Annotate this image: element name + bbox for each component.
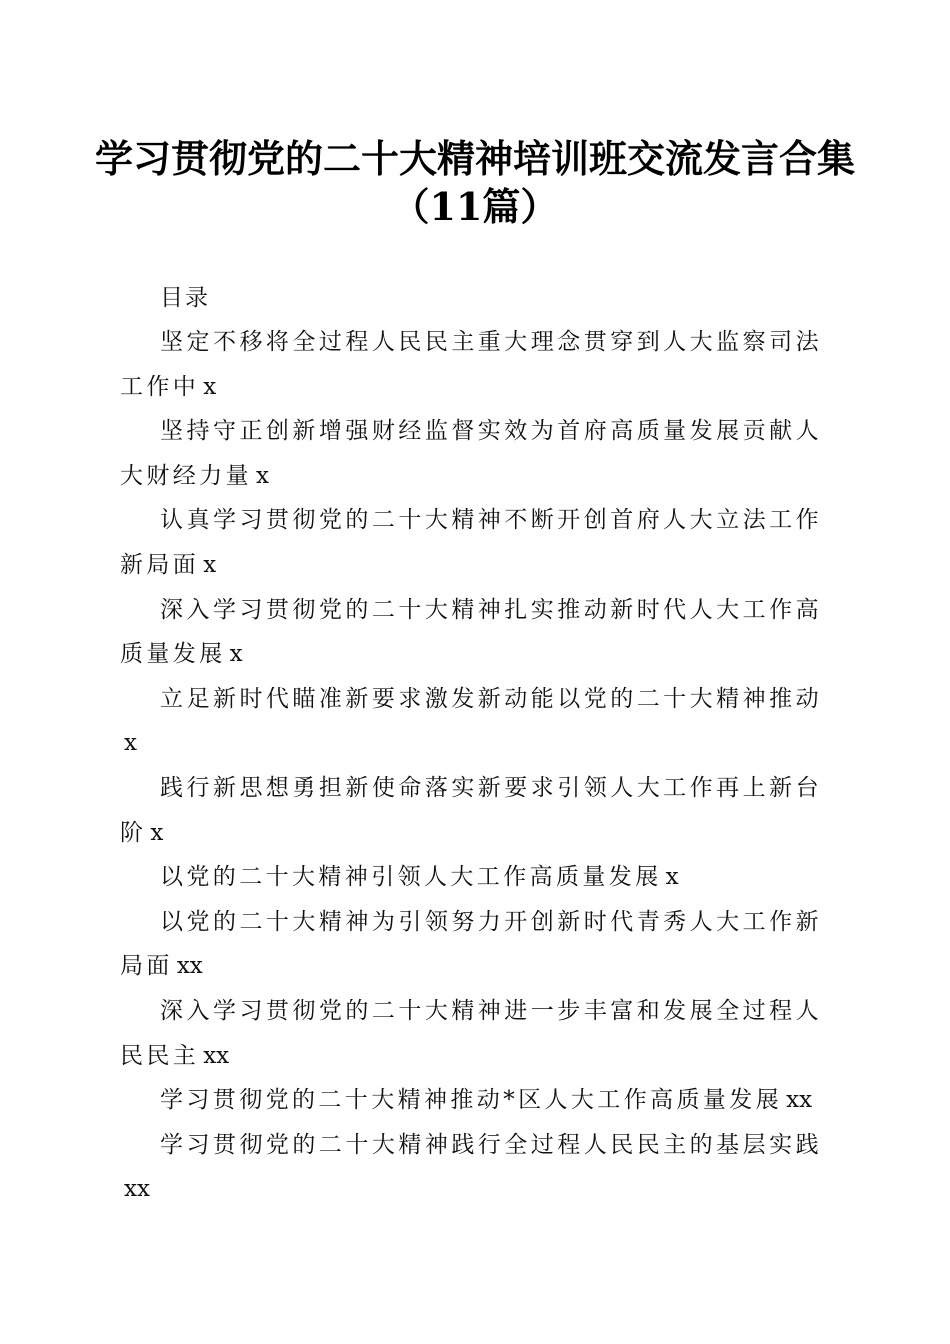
toc-item-page: xx (786, 1087, 813, 1114)
toc-item (120, 1123, 822, 1212)
toc-item-page: x (150, 819, 164, 846)
toc-item (120, 677, 822, 766)
toc-item-page: xx (124, 1176, 150, 1203)
toc-item (120, 989, 822, 1078)
toc-item (120, 498, 822, 587)
toc-item-title: 以党的二十大精神为引领努力开创新时代青秀人大工作新局面 (120, 908, 822, 980)
toc-item (120, 409, 822, 498)
toc-item (120, 1078, 822, 1123)
toc-item (120, 766, 822, 855)
toc-item-page: xx (176, 953, 203, 980)
toc-item-title: 深入学习贯彻党的二十大精神扎实推动新时代人大工作高质量发展 (120, 596, 822, 668)
toc-item-title: 立足新时代瞄准新要求激发新动能以党的二十大精神推动 (160, 685, 822, 712)
toc-item-page: x (203, 373, 217, 400)
toc-item-page: xx (203, 1042, 230, 1069)
toc-item-page: x (229, 641, 243, 668)
document-title-count: （11篇） (391, 184, 559, 229)
toc-item (120, 855, 822, 900)
toc-item (120, 900, 822, 989)
toc-item-title: 认真学习贯彻党的二十大精神不断开创首府人大立法工作新局面 (120, 507, 822, 578)
toc-item-title: 学习贯彻党的二十大精神推动*区人大工作高质量发展 (160, 1087, 783, 1114)
toc-item (120, 320, 822, 409)
document-title: 学习贯彻党的二十大精神培训班交流发言合集 (94, 136, 855, 181)
toc-item-title: 以党的二十大精神引领人大工作高质量发展 (160, 864, 662, 891)
toc-heading: 目录 (160, 285, 210, 311)
toc-item-title: 坚定不移将全过程人民民主重大理念贯穿到人大监察司法工作中 (120, 329, 822, 400)
toc-item (120, 588, 822, 677)
toc-item-page: x (665, 864, 679, 891)
toc-item-title: 深入学习贯彻党的二十大精神进一步丰富和发展全过程人民民主 (120, 997, 822, 1069)
toc-item-page: x (203, 551, 217, 578)
toc-item-title: 坚持守正创新增强财经监督实效为首府高质量发展贡献人大财经力量 (120, 418, 822, 489)
table-of-contents (120, 276, 822, 1212)
toc-item-page: x (256, 462, 269, 489)
toc-item-page: x (124, 730, 137, 757)
toc-item-title: 学习贯彻党的二十大精神践行全过程人民民主的基层实践 (160, 1131, 822, 1158)
toc-item-title: 践行新思想勇担新使命落实新要求引领人大工作再上新台阶 (120, 774, 822, 846)
